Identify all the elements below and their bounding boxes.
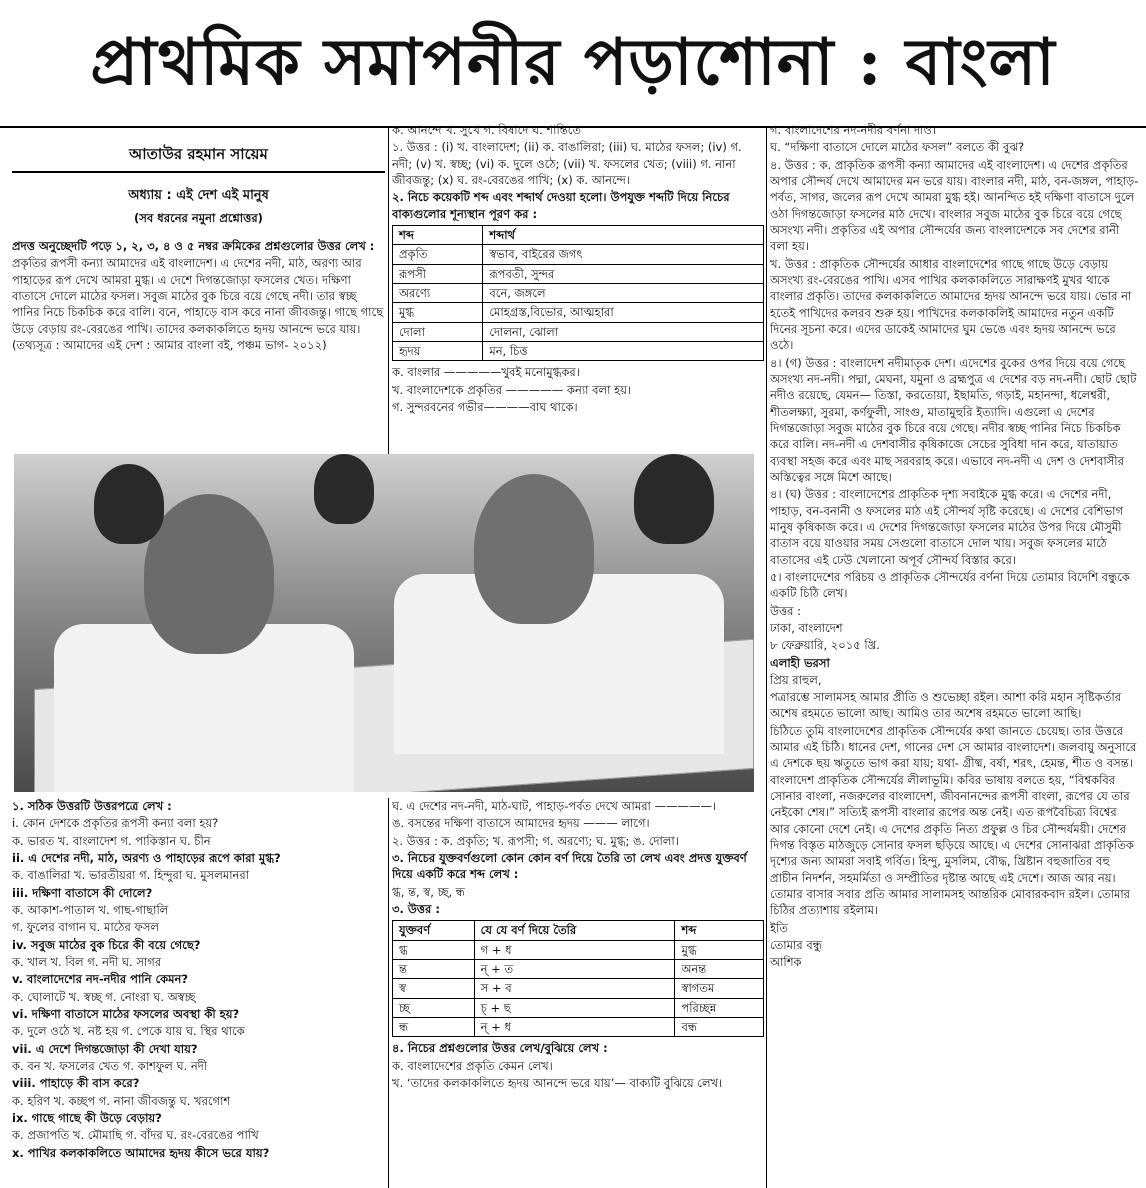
table-cell: গ্ধ [393, 940, 475, 959]
table-row [393, 998, 764, 1017]
conjunct-table [392, 920, 764, 1037]
question-3: ৩. নিচের যুক্তবর্ণগুলো কোন কোন বর্ণ দিয়ে তৈরি তা লেখ এবং প্রদত্ত যুক্তবর্ণ দিয়ে একটি করে শব্দ লেখ : [392, 850, 747, 882]
question-4: ৪. নিচের প্রশ্নগুলোর উত্তর লেখ/বুঝিয়ে লেখ : [392, 1041, 608, 1056]
table-cell: গ + ধ [474, 940, 675, 959]
mcq-question: ১. সঠিক উত্তরটি উত্তরপত্রে লেখ : [12, 799, 172, 813]
letter-invocation: এলাহী ভরসা [770, 655, 830, 670]
students-exam-photo [14, 454, 754, 792]
table-row [393, 245, 764, 264]
options-line: ক. আনন্দে খ. সুখে গ. বিষাদে ঘ. শান্তিতে [392, 123, 581, 137]
question-text: গ. বাংলাদেশের নদ-নদীর বর্ণনা দাও। [770, 123, 936, 137]
question-2: ২. নিচে কয়েকটি শব্দ এবং শব্দার্থ দেওয়া হলো। উপযুক্ত শব্দটি দিয়ে নিচের বাক্যগুলোর শূন্যস্থান পূরণ কর : [392, 190, 730, 221]
table-cell: ন্ + ত [474, 959, 675, 978]
table-row [393, 264, 764, 283]
intro-column [12, 136, 385, 454]
photo-student-head [314, 454, 374, 524]
letter-signature: আশিক [770, 955, 802, 970]
photo-student-head [474, 474, 594, 624]
table-header: শব্দ [675, 921, 764, 940]
question-4b: খ. ‘তাদের কলকাকলিতে হৃদয় আনন্দে ভরে যায়’— বাক্যটি বুঝিয়ে লেখ। [392, 1075, 723, 1090]
table-cell: দোলনা, ঝোলা [483, 322, 764, 341]
table-cell: মন, চিত্ত [483, 341, 764, 360]
answer-1: ১. উত্তর : (i) খ. বাংলাদেশ; (ii) ক. বাঙালিরা; (iii) ঘ. মাঠের ফসল; (iv) গ. নদী; (v) খ. স্বচ্ছ; (vi) ক. দুলে ওঠে; (vii) খ. ফসলের খেত; (viii) গ. নানা জীবজন্তু; (x) ঘ. রং-বেরঙের পাখি; (x) ক. আনন্দে। [392, 140, 742, 187]
mcq-options: ক. বাঙালিরা খ. ভারতীয়রা গ. হিন্দুরা ঘ. মুসলমানরা [12, 868, 250, 883]
answer-text: ৪। (গ) উত্তর : বাংলাদেশ নদীমাতৃক দেশ। এদেশের বুকের ওপর দিয়ে বয়ে গেছে অসংখ্য নদ-নদী। পদ্মা, মেঘনা, যমুনা ও ব্রহ্মপুত্র এ দেশের বড় নদ-নদী। ছোট ছোট নদীও রয়েছে, যেমন— তিস্তা, করতোয়া, ইছামতি, গড়াই, মহানন্দা, ধলেশ্বরী, শীতলক্ষ্যা, সুরমা, কর্ণফুলী, সাংগু, মাতামুহুরি ইত্যাদি। এগুলো এ দেশের দিগন্তজোড়া সবুজ মাঠের বুক চিরে বয়ে গেছে। নদীর স্বচ্ছ পানির নিচে চিকচিক করে বালি। নদ-নদী এ দেশবাসীর কৃষিকাজে সেচের সুবিধা দান করে, যাতায়াত ব্যবস্থা সহজ করে এবং মাছ সরবরাহ করে। এভাবে নদ-নদী এ দেশ ও দেশবাসীর অস্তিত্বের সঙ্গে মিশে আছে। [770, 355, 1137, 484]
mcq-question: viii. পাহাড়ে কী বাস করে? [12, 1076, 140, 1091]
mcq-question: ii. এ দেশের নদী, মাঠ, অরণ্য ও পাহাড়ের রূপে কারা মুগ্ধ? [12, 850, 281, 865]
answer-text: ৪. উত্তর : ক. প্রাকৃতিক রূপসী কন্যা আমাদের এই বাংলাদেশ। এ দেশের প্রকৃতির অপার সৌন্দর্য দেখে আমাদের মন ভরে যায়। বাংলার নদী, মাঠ, বন-জঙ্গল, পাহাড়-পর্বত, সাগর, জলের রূপ দেখে আমরা মুগ্ধ হই। আনন্দিত হই দক্ষিণা বাতাসে দুলে ওঠা দিগন্তজোড়া ফসলের মাঠ দেখে। বাংলার সবুজ মাঠের বুক চিরে বয়ে গেছে অসংখ্য নদী। প্রকৃতির এই অপার সৌন্দর্যের জন্য বাংলাদেশকে সব দেশের রানী বলা হয়। [770, 157, 1139, 254]
mcq-question: vi. দক্ষিণা বাতাসে মাঠের ফসলের অবস্থা কী হয়? [12, 1006, 240, 1021]
table-row [393, 322, 764, 341]
table-row [393, 1017, 764, 1036]
mcq-options: ক. ঘোলাটে খ. স্বচ্ছ গ. নোংরা ঘ. অস্বচ্ছ [12, 989, 196, 1004]
mcq-options: গ. ফুলের বাগান ঘ. মাঠের ফসল [12, 920, 160, 935]
fill-blank: ঘ. এ দেশের নদ-নদী, মাঠ-ঘাট, পাহাড়-পর্বত দেখে আমরা —————। [392, 799, 717, 813]
mcq-options: ক. ভারত খ. বাংলাদেশ গ. পাকিস্তান ঘ. চীন [12, 833, 211, 848]
table-cell: রূপবতী, সুন্দর [483, 264, 764, 283]
mcq-options: ক. দুলে ওঠে খ. নষ্ট হয় গ. পেকে যায় ঘ. স্থির থাকে [12, 1024, 245, 1039]
table-row [393, 283, 764, 302]
answer-3-label: ৩. উত্তর : [392, 901, 440, 916]
mcq-options: ক. হরিণ খ. কচ্ছপ গ. নানা জীবজন্তু ঘ. খরগোশ [12, 1093, 231, 1108]
question-text: ঘ. “দক্ষিণা বাতাসে দোলে মাঠের ফসল” বলতে কী বুঝ? [770, 140, 1025, 155]
chapter-title: অধ্যায় : এই দেশ এই মানুষ [128, 188, 269, 204]
passage-instruction: প্রদত্ত অনুচ্ছেদটি পড়ে ১, ২, ৩, ৪ ও ৫ নম্বর ক্রমিকের প্রশ্নগুলোর উত্তর লেখ : [12, 239, 375, 254]
answer-2: ২. উত্তর : ক. প্রকৃতি; খ. রূপসী; গ. অরণ্যে; ঘ. মুগ্ধ; ঙ. দোলা। [392, 833, 679, 848]
mcq-column [12, 798, 404, 1184]
conjunct-letters: গ্ধ, ন্ত, স্ব, চ্ছ, ন্ধ [392, 884, 465, 899]
exercise-column [392, 798, 764, 1184]
table-cell: মুগ্ধ [393, 303, 483, 322]
mcq-options: ক. আকাশ-পাতাল খ. গাছ-গাছালি [12, 902, 169, 917]
answer-text: খ. উত্তর : প্রাকৃতিক সৌন্দর্যের আধার বাংলাদেশের গাছে গাছে উড়ে বেড়ায় অসংখ্য রং-বেরঙের পাখি। এসব পাখির কলকাকলিতে সারাক্ষণই মুখর থাকে বাংলার প্রকৃতি। তাদের কলকাকলিতে আমাদের হৃদয় আনন্দে ভরে যায়। ভোর না হতেই পাখিদের কলরব শুরু হয়। পাখিদের কলকাকলিই আমাদের নতুন একটি দিনের সূচনা করে। এদের ডাকেই আমাদের ঘুম ভেঙে এবং হৃদয় আনন্দে ভরে ওঠে। [770, 256, 1132, 353]
mcq-question: iv. সবুজ মাঠের বুক চিরে কী বয়ে গেছে? [12, 937, 201, 952]
headline: প্রাথমিক সমাপনীর পড়াশোনা : বাংলা [0, 0, 1146, 128]
mcq-question: x. পাখির কলকাকলিতে আমাদের হৃদয় কীসে ভরে যায়? [12, 1145, 270, 1160]
table-cell: মোহগ্রস্ত,বিভোর, আত্মহারা [483, 303, 764, 322]
word-meaning-table [392, 225, 764, 361]
table-row [393, 341, 764, 360]
table-cell: দোলা [393, 322, 483, 341]
question-text: ৫। বাংলাদেশের পরিচয় ও প্রাকৃতিক সৌন্দর্যের বর্ণনা দিয়ে তোমার বিদেশি বন্ধুকে একটি চিঠি লেখ। [770, 569, 1130, 601]
letter-body: চিঠিতে তুমি বাংলাদেশের প্রাকৃতিক সৌন্দর্যের কথা জানতে চেয়েছ। তার উত্তরে আমার এই চিঠি। ধানের দেশ, গানের দেশ সে আমার বাংলাদেশ। জলবায়ু অনুসারে এ দেশকে ছয় ঋতুতে ভাগ করা যায়; যথা- গ্রীষ্ম, বর্ষা, শরৎ, হেমন্ত, শীত ও বসন্ত। বাংলাদেশ প্রাকৃতিক সৌন্দর্যের লীলাভূমি। কবির ভাষায় বলতে হয়, “বিশ্বকবির সোনার বাংলা, নজরুলের বাংলাদেশ, জীবনানন্দের রূপসী বাংলা, রূপের যে তার নেইকো শেষ।” সত্যিই রূপসী বাংলার রূপের অন্ত নেই। এত রূপবৈচিত্র্য বিশ্বের আর কোনো দেশে নেই। এ দেশের প্রকৃতি নিত্য প্রফুল্ল ও চির সৌন্দর্যময়ী। দেশের দিগন্ত বিস্তৃত মাঠজুড়ে সোনার ফসল ছড়িয়ে আছে। এ দেশের সোনাঝরা প্রাকৃতিক দৃশ্যের জন্য আমরা সবাই গর্বিত। হিন্দু, মুসলিম, বৌদ্ধ, খ্রিষ্টান বহুজাতির বহু প্রাচীন নিদর্শন, সহমর্মিতা ও সম্প্রীতির দৃষ্টান্ত আছে এই দেশে। আজ আর নয়। তোমার বাসার সবার প্রতি আমার সালামসহ আন্তরিক মোবারকবাদ রইল। তোমার চিঠির প্রত্যাশায় রইলাম। [770, 723, 1137, 918]
fill-blank: খ. বাংলাদেশকে প্রকৃতির ————— কন্যা বলা হয়। [392, 382, 632, 397]
passage-text: প্রকৃতির রূপসী কন্যা আমাদের এই বাংলাদেশ। এ দেশের নদী, মাঠ, অরণ্য আর পাহাড়ের রূপ দেখে আমরা মুগ্ধ। এ দেশে দিগন্তজোড়া ফসলের খেত। দক্ষিণা বাতাসে দোলে মাঠের ফসল। সবুজ মাঠের বুক চিরে বয়ে গেছে নদী। তার স্বচ্ছ পানির নিচে চিকচিক করে বালি। বনে, পাহাড়ে বাস করে নানা জীবজন্তু। গাছে গাছে উড়ে বেড়ায় রং-বেরঙের পাখি। তাদের কলকাকলিতে হৃদয় আনন্দে ভরে যায়। (তথ্যসূত্র : আমাদের এই দেশ : আমার বাংলা বই, পঞ্চম ভাগ- ২০১২) [12, 256, 384, 353]
table-header: শব্দার্থ [483, 225, 764, 244]
mcq-question: v. বাংলাদেশের নদ-নদীর পানি কেমন? [12, 972, 189, 987]
table-header: যুক্তবর্ণ [393, 921, 475, 940]
letter-closing: তোমার বন্ধু [770, 938, 822, 953]
photo-student-head [634, 454, 714, 544]
question-4a: ক. বাংলাদেশের প্রকৃতি কেমন লেখ। [392, 1058, 553, 1073]
letter-place: ঢাকা, বাংলাদেশ [770, 620, 843, 635]
table-cell: মুগ্ধ [675, 940, 764, 959]
answer-text: ৪। (ঘ) উত্তর : বাংলাদেশের প্রাকৃতিক দৃশ্য সবাইকে মুগ্ধ করে। এ দেশের নদী, পাহাড়, বন-বনানী ও ফসলের মাঠ এই সৌন্দর্য সৃষ্টি করেছে। এ দেশের বেশিভাগ মানুষ কৃষিকাজ করে। এ দেশের দিগন্তজোড়া ফসলের মাঠের উপর দিয়ে মৌসুমী বাতাস বয়ে যাওয়ার সময় সেগুলো বাতাসে দোল খায়। সবুজ ফসলের মাঠে বাতাসের এই ঢেউ খেলানো অপূর্ব সৌন্দর্য বিস্তার করে। [770, 487, 1124, 567]
mcq-question: vii. এ দেশে দিগন্তজোড়া কী দেখা যায়? [12, 1041, 198, 1056]
table-cell: অরণ্যে [393, 283, 483, 302]
long-answers-column [770, 122, 1140, 1184]
mcq-options: ক. প্রজাপতি খ. মৌমাছি গ. বাঁদর ঘ. রং-বেরঙের পাখি [12, 1128, 259, 1143]
author-name: আতাউর রহমান সায়েম [12, 136, 385, 173]
mcq-question: iii. দক্ষিণা বাতাসে কী দোলে? [12, 885, 153, 900]
table-cell: স্ব [393, 979, 475, 998]
mcq-options: ক. বন খ. ফসলের খেত গ. কাশফুল ঘ. নদী [12, 1058, 208, 1073]
table-cell: স্বাগতম [675, 979, 764, 998]
letter-salutation: প্রিয় রাহুল, [770, 672, 822, 687]
table-cell: রূপসী [393, 264, 483, 283]
letter-closing: ইতি [770, 920, 788, 935]
column-rule [766, 128, 767, 1188]
table-cell: বনে, জঙ্গলে [483, 283, 764, 302]
table-cell: বন্ধ [675, 1017, 764, 1036]
letter-body: পত্রারম্ভে সালামসহ আমার প্রীতি ও শুভেচ্ছা রইল। আশা করি মহান সৃষ্টিকর্তার অশেষ রহমতে ভালো আছ। আমিও তার অশেষ রহমতে ভালো আছি। [770, 690, 1122, 721]
fill-blank: ঙ. বসন্তের দক্ষিণা বাতাসে আমাদের হৃদয় ——— লাগে। [392, 816, 650, 831]
fill-blank: ক. বাংলার —————খুবই মনোমুগ্ধকর। [392, 365, 580, 380]
table-row [393, 940, 764, 959]
table-row [393, 303, 764, 322]
table-header: শব্দ [393, 225, 483, 244]
photo-student-head [94, 464, 164, 544]
table-cell: হৃদয় [393, 341, 483, 360]
table-cell: ন্ত [393, 959, 475, 978]
table-cell: ন্ধ [393, 1017, 475, 1036]
chapter-subtitle: (সব ধরনের নমুনা প্রশ্নোত্তর) [134, 210, 263, 225]
table-cell: পরিচ্ছন্ন [675, 998, 764, 1017]
fill-blank: গ. সুন্দরবনের গভীর————বাঘ থাকে। [392, 399, 578, 414]
table-cell: চ্ছ [393, 998, 475, 1017]
table-row [393, 979, 764, 998]
mcq-question: ix. গাছে গাছে কী উড়ে বেড়ায়? [12, 1110, 162, 1125]
answers-column [392, 122, 764, 450]
table-cell: স্বভাব, বাইরের জগৎ [483, 245, 764, 264]
table-row [393, 959, 764, 978]
table-cell: স + ব [474, 979, 675, 998]
mcq-options: ক. খাল খ. বিল গ. নদী ঘ. সাগর [12, 954, 162, 969]
table-cell: চ্ + ছ [474, 998, 675, 1017]
table-cell: ন্ + ধ [474, 1017, 675, 1036]
mcq-options: i. কোন দেশকে প্রকৃতির রূপসী কন্যা বলা হয়? [12, 816, 219, 831]
table-header: যে যে বর্ণ দিয়ে তৈরি [474, 921, 675, 940]
table-cell: প্রকৃতি [393, 245, 483, 264]
letter-date: ৮ ফেব্রুয়ারি, ২০১৫ খ্রি. [770, 638, 880, 653]
table-cell: অনন্ত [675, 959, 764, 978]
letter-answer-label: উত্তর : [770, 603, 802, 618]
column-rule [388, 128, 389, 454]
